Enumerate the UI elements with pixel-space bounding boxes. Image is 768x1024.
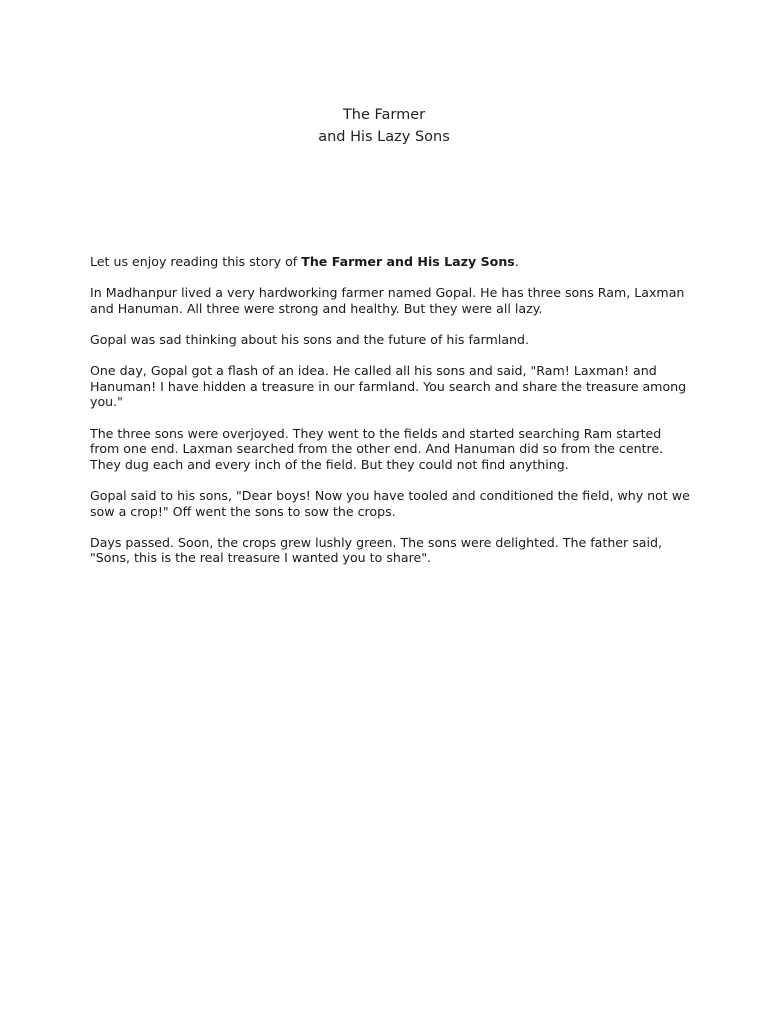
paragraph-sow-crop: Gopal said to his sons, "Dear boys! Now you have tooled and conditioned the field, why not we sow a crop!" Off went the sons to sow the crops. [90, 487, 690, 519]
paragraph-madhanpur: In Madhanpur lived a very hardworking farmer named Gopal. He has three sons Ram, Laxman and Hanuman. All three were strong and healthy. But they were all lazy. [90, 285, 685, 316]
story-title [0, 104, 768, 148]
paragraph-real-treasure: Days passed. Soon, the crops grew lushly green. The sons were delighted. The father said, "Sons, this is the real treasure I wanted you to share". [90, 534, 663, 566]
intro-bold-title: The Farmer and His Lazy Sons [301, 254, 515, 269]
paragraph-idea: One day, Gopal got a flash of an idea. He called all his sons and said, "Ram! Laxman! and Hanuman! I have hidden a treasure in our farmland. You search and share the treasure among you." [90, 363, 687, 410]
story-body [90, 254, 690, 581]
title-line-2: and His Lazy Sons [318, 129, 450, 145]
intro-paragraph [90, 254, 690, 270]
intro-prefix: Let us enjoy reading this story of [90, 254, 302, 269]
title-line-1: The Farmer [342, 107, 426, 123]
paragraph-searching: The three sons were overjoyed. They went to the fields and started searching Ram started from one end. Laxman searched from the other end. And Hanuman did so from the centre. They dug each and every inch of the field. But they could not find anything. [90, 425, 664, 472]
paragraph-gopal-sad: Gopal was sad thinking about his sons and the future of his farmland. [90, 331, 530, 347]
intro-suffix: . [514, 254, 519, 269]
